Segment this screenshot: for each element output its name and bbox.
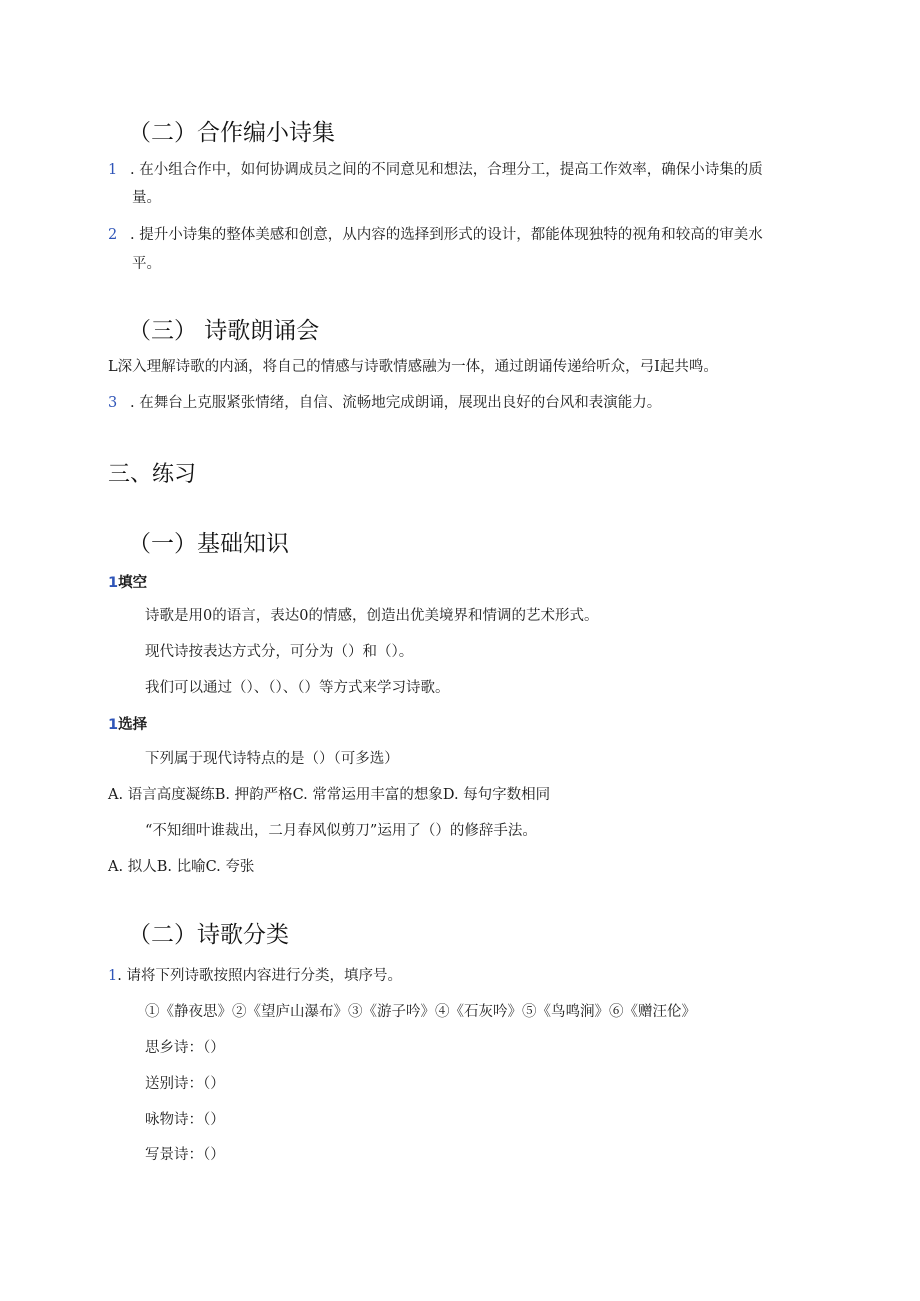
- poem-list: ①《静夜思》②《望庐山瀑布》③《游子吟》④《石灰吟》⑤《鸟鸣涧》⑥《赠汪伦》: [145, 1004, 696, 1020]
- question-prompt-text: . 请将下列诗歌按照内容进行分类，填序号。: [117, 968, 402, 984]
- question-text: 我们可以通过（）、（）、（）等方式来学习诗歌。: [145, 680, 450, 696]
- question-options: A. 拟人B. 比喻C. 夸张: [108, 859, 255, 875]
- question-text: 现代诗按表达方式分，可分为（）和（）。: [145, 644, 414, 660]
- list-item-text: . 在舞台上克服紧张情绪，自信、流畅地完成朗诵，展现出良好的台风和表演能力。: [130, 395, 662, 411]
- list-item-text-continuation: 量。: [132, 190, 161, 206]
- list-number: 1: [108, 162, 118, 178]
- question-prompt: [108, 966, 402, 986]
- section-title-cooperative-anthology: （二）合作编小诗集: [128, 120, 335, 146]
- category-line: 思乡诗：（）: [145, 1040, 225, 1056]
- list-number: 1: [108, 575, 119, 591]
- list-number: 2: [108, 227, 118, 243]
- category-line: 写景诗：（）: [145, 1147, 225, 1163]
- category-line: 咏物诗：（）: [145, 1112, 225, 1128]
- question-options: A. 语言高度凝练B. 押韵严格C. 常常运用丰富的想象D. 每句字数相同: [108, 787, 551, 803]
- question-text: 诗歌是用0的语言，表达0的情感，创造出优美境界和情调的艺术形式。: [145, 608, 599, 624]
- question-text: 下列属于现代诗特点的是（）（可多选）: [145, 751, 399, 767]
- list-item: [108, 225, 117, 245]
- subsection-label: 填空: [118, 575, 148, 591]
- list-item: [108, 393, 117, 413]
- section-title-basics: （一）基础知识: [128, 531, 289, 557]
- list-item-text: L深入理解诗歌的内涵，将自己的情感与诗歌情感融为一体，通过朗诵传递给听众，弓I起共鸣。: [108, 359, 718, 375]
- list-item-text-continuation: 平。: [132, 256, 161, 272]
- subsection-label: 选择: [118, 717, 148, 733]
- section-title-poetry-recital: （三） 诗歌朗诵会: [128, 318, 320, 344]
- subsection-fill-in-blank: [108, 571, 147, 592]
- chapter-title-practice: 三、练习: [108, 462, 197, 487]
- list-item-text: . 提升小诗集的整体美感和创意，从内容的选择到形式的设计，都能体现独特的视角和较高的审美水: [130, 227, 763, 243]
- list-item-text: . 在小组合作中，如何协调成员之间的不同意见和想法，合理分工，提高工作效率，确保小诗集的质: [130, 162, 763, 178]
- question-text: “不知细叶谁裁出，二月春风似剪刀”运用了（）的修辞手法。: [145, 823, 537, 839]
- list-item: [108, 160, 117, 180]
- list-number: 3: [108, 395, 118, 411]
- subsection-multiple-choice: [108, 713, 147, 734]
- list-number: 1: [108, 968, 118, 984]
- category-line: 送别诗：（）: [145, 1076, 225, 1092]
- list-number: 1: [108, 717, 119, 733]
- section-title-poetry-classification: （二）诗歌分类: [128, 922, 289, 948]
